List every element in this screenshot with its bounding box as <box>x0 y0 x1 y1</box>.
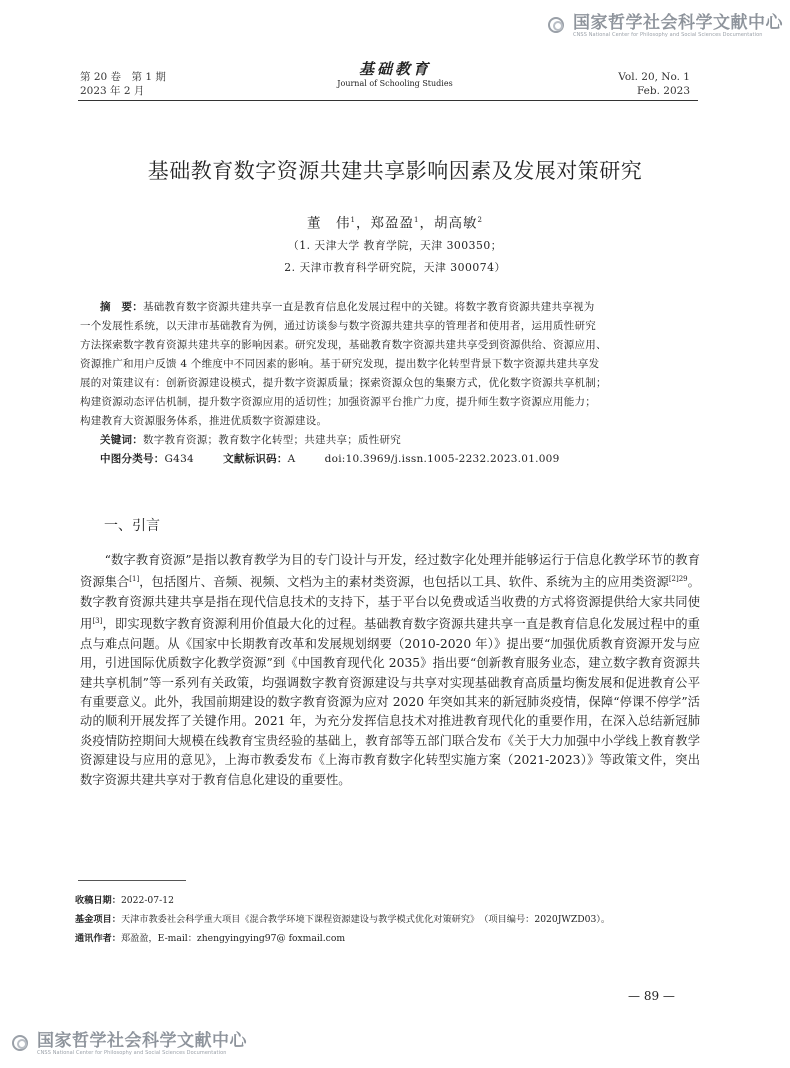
header-center <box>295 60 495 89</box>
affiliations <box>0 235 790 279</box>
page-number: — 89 — <box>628 989 675 1003</box>
abstract-label: 摘 要： <box>100 301 143 313</box>
header-left <box>80 70 166 98</box>
cnss-logo-icon <box>548 17 568 35</box>
abstract <box>80 298 710 469</box>
abstract-line: 基础教育数字资源共建共享一直是教育信息化发展过程中的关键。将数字教育资源共建共享视为 <box>143 301 595 313</box>
keywords: 数字教育资源；教育数字化转型；共建共享；质性研究 <box>143 434 401 446</box>
fund-text: 天津市教委社会科学重大项目《混合教学环境下课程资源建设与教学模式优化对策研究》 （项目编号：2020JWZD03）。 <box>120 914 611 925</box>
volume-issue-en: Vol. 20, No. 1 <box>618 71 690 83</box>
publication-date-en: Feb. 2023 <box>636 85 690 97</box>
abstract-line: 方法探索数字教育资源共建共享的影响因素。研究发现，基础教育数字资源共建共享受到资源供给、资源应用、 <box>80 339 607 351</box>
watermark-en: National Center for Philosophy and Social Sciences Documentation <box>588 32 763 38</box>
watermark-en: National Center for Philosophy and Social Sciences Documentation <box>52 1050 227 1056</box>
watermark-bottom <box>12 1032 247 1056</box>
affiliation-2: 2. 天津市教育科学研究院，天津 300074） <box>284 261 506 274</box>
footnotes <box>75 891 703 948</box>
affiliation-1: （1. 天津大学 教育学院，天津 300350； <box>287 239 503 252</box>
corresponding-author: 郑盈盈，E-mail：zhengyingying97@ foxmail.com <box>120 933 346 944</box>
abstract-line: 构建教育大资源服务体系，推进优质数字资源建设。 <box>80 415 328 427</box>
cnss-logo-icon <box>12 1035 32 1053</box>
header-rule <box>78 100 698 101</box>
fund-label: 基金项目： <box>75 914 121 925</box>
received-date: 2022-07-12 <box>120 895 174 906</box>
intro-paragraph: “数字教育资源”是指以教育教学为目的专门设计与开发，经过数字化处理并能够运行于信息化教学环节的教育资源集合[1]，包括图片、音频、视频、文档为主的素材类资源，也包括以工具、软件、系统为主的应用类资源$^{[2]29}$。数字教育资源共建共享是指在现代信息技术的支持下，基于平台以免费或适当收费的方式将资源提供给大家共同使用[3]，即实现数字教育资源利用价值最大化的过程。基础教育数字资源共建共享一直是教育信息化发展过程中的重点与难点问题。从《国家中长期教育改革和发展规划纲要（2010-2020 年）》提出要“加强优质教育资源开发与应用，引进国际优质数字化教学资源”到《中国教育现代化 2035》指出要“创新教育服务业态，建立数字教育资源共建共享机制”等一系列有关政策，均强调数字教育资源建设与共享对实现基础教育高质量均衡发展和促进教育公平有重要意义。此外，我国前期建设的数字教育资源为应对 2020 年突如其来的新冠肺炎疫情，保障“停课不停学”活动的顺利开展发挥了关键作用。2021 年，为充分发挥信息技术对推进教育现代化的重要作用，在深入总结新冠肺炎疫情防控期间大规模在线教育宝贵经验的基础上，教育部等五部门联合发布《关于大力加强中小学线上教育教学资源建设与应用的意见》，上海市教委发布《上海市教育数字化转型实施方案（2021-2023）》等政策文件，突出数字资源共建共享对于教育信息化建设的重要性。 <box>80 553 700 787</box>
section-heading: 一、引言 <box>104 518 160 534</box>
author-3-affil: 2 <box>477 216 483 224</box>
footnote-rule <box>78 880 186 881</box>
received-label: 收稿日期： <box>75 895 121 906</box>
citation-3: [3] <box>92 617 103 626</box>
watermark-top <box>548 14 783 38</box>
volume-issue: 第 20 卷 第 1 期 <box>80 71 166 83</box>
journal-name-en: Journal of Schooling Studies <box>337 79 453 88</box>
doi: doi:10.3969/j.issn.1005-2232.2023.01.009 <box>324 453 560 465</box>
header-right <box>618 70 690 98</box>
author-list: 董 伟$^1$，郑盈盈$^1$，胡高敏$^2$ <box>307 215 483 232</box>
author-1-affil: 1 <box>350 216 357 224</box>
corresponding-label: 通讯作者： <box>75 933 121 944</box>
watermark-cn: 国家哲学社会科学文献中心 <box>37 1031 247 1051</box>
watermark-prefix: CNSS <box>37 1050 51 1056</box>
watermark-cn: 国家哲学社会科学文献中心 <box>573 13 783 33</box>
article-title: 基础教育数字资源共建共享影响因素及发展对策研究 <box>147 159 643 183</box>
journal-name-cn: 基础教育 <box>358 60 431 78</box>
author-2: 郑盈盈 <box>370 215 415 232</box>
citation-1: [1] <box>129 575 140 584</box>
watermark-prefix: CNSS <box>573 32 587 38</box>
abstract-line: 展的对策建议有：创新资源建设模式，提升数字资源质量；探索资源众包的集聚方式，优化数字资源共享机制； <box>80 377 607 389</box>
keywords-label: 关键词： <box>100 434 143 446</box>
author-1: 董 伟 <box>307 215 351 232</box>
clc-code: G434 <box>164 453 194 465</box>
intro-body <box>80 551 700 790</box>
author-3: 胡高敏 <box>433 215 478 232</box>
doc-code-label: 文献标识码： <box>223 453 288 465</box>
abstract-line: 资源推广和用户反馈 4 个维度中不同因素的影响。基于研究发现，提出数字化转型背景下数字资源共建共享发 <box>80 358 600 370</box>
publication-date: 2023 年 2 月 <box>80 85 145 97</box>
doc-code: A <box>287 453 296 465</box>
author-2-affil: 1 <box>414 216 420 224</box>
abstract-line: 构建资源动态评估机制，提升数字资源应用的适切性；加强资源平台推广力度，提升师生数字资源应用能力； <box>80 396 596 408</box>
citation-2: [2]29 <box>668 575 688 584</box>
abstract-line: 一个发展性系统，以天津市基础教育为例，通过访谈参与数字资源共建共享的管理者和使用者，运用质性研究 <box>80 320 596 332</box>
clc-label: 中图分类号： <box>100 453 165 465</box>
